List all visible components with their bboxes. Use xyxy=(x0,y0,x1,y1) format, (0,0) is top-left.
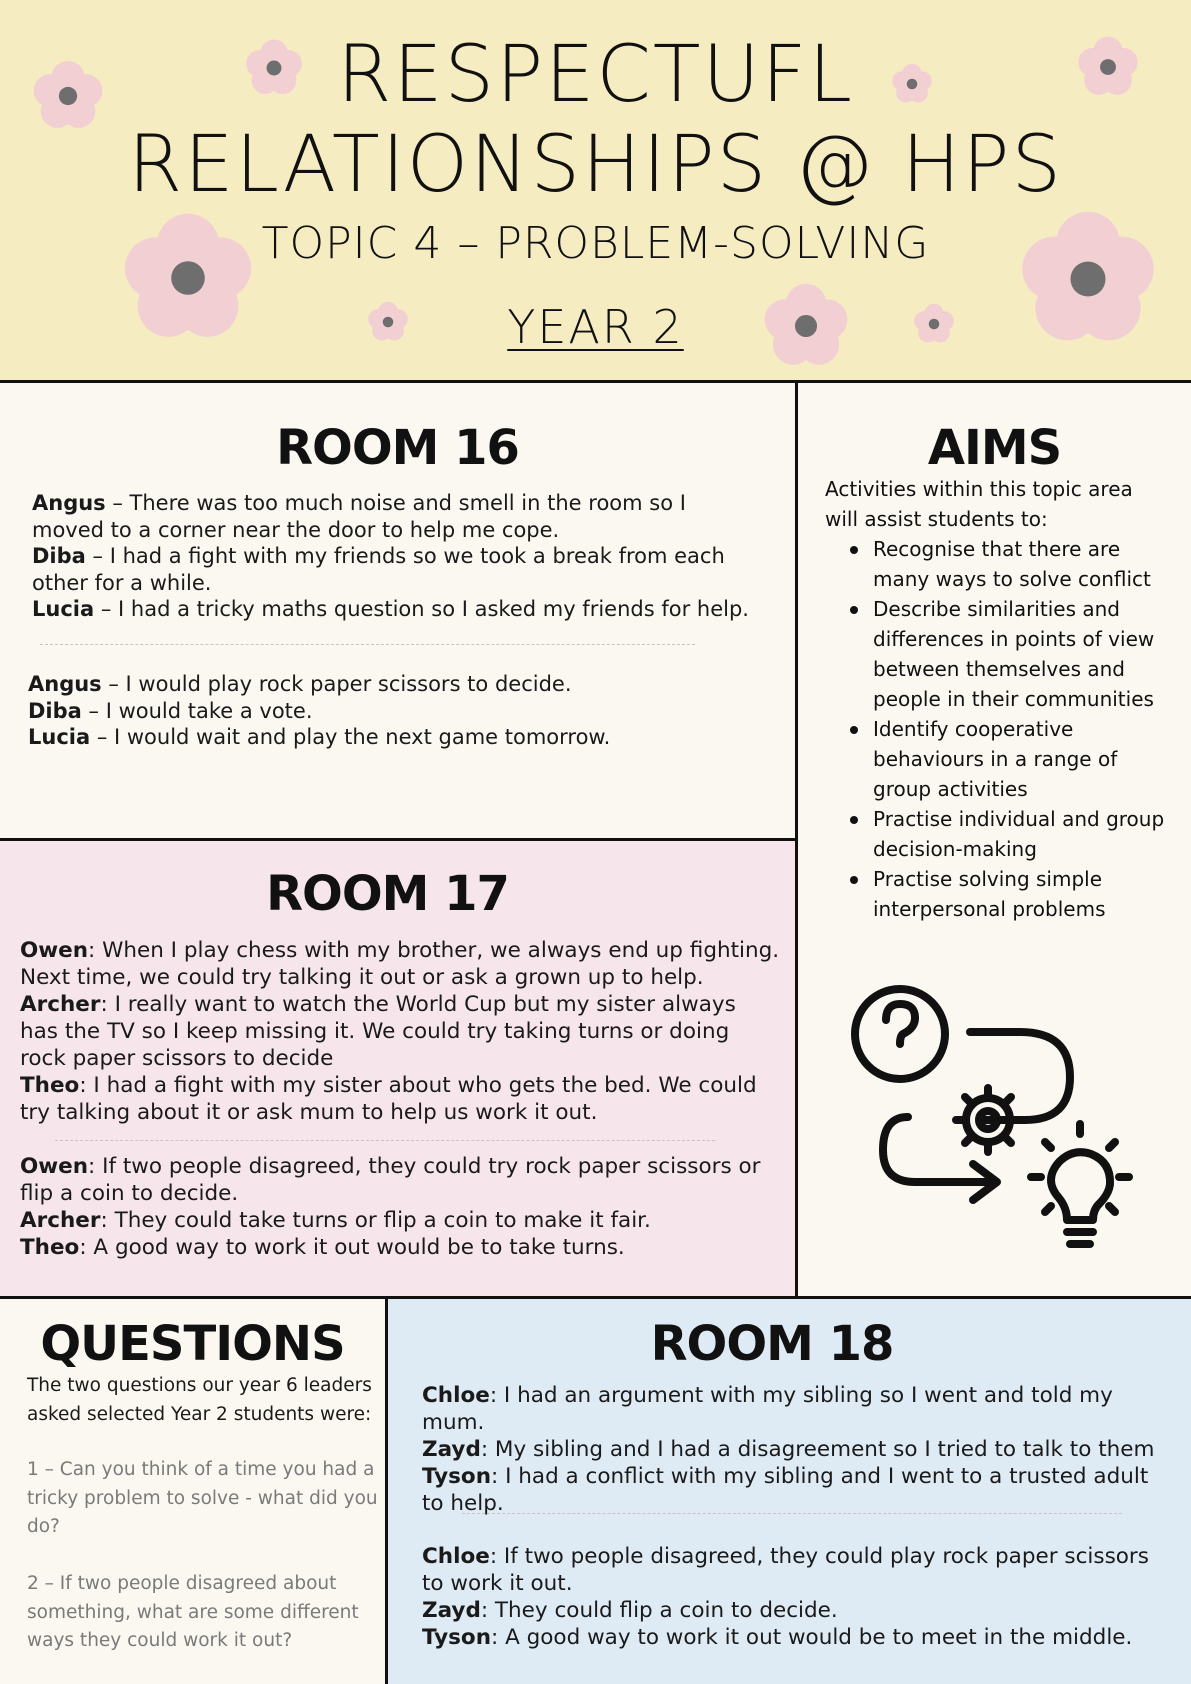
separator: – xyxy=(101,672,126,696)
student-response: I had a fight with my sister about who gets the bed. We could try talking about it or ask mum to help us work it out. xyxy=(20,1073,757,1125)
student-response: A good way to work it out would be to meet in the middle. xyxy=(505,1625,1133,1650)
aims-item: Practise solving simple interpersonal problems xyxy=(825,864,1165,924)
student-name: Archer xyxy=(20,992,101,1017)
entry xyxy=(422,1463,1170,1517)
separator: : xyxy=(491,1625,506,1650)
student-response: I had a tricky maths question so I asked my friends for help. xyxy=(118,597,749,621)
aims-item: Practise individual and group decision-making xyxy=(825,804,1165,864)
student-name: Owen xyxy=(20,1154,89,1179)
divider xyxy=(0,1296,1191,1299)
student-name: Angus xyxy=(32,491,106,515)
entry xyxy=(20,1234,780,1261)
student-response: If two people disagreed, they could play rock paper scissors to work it out. xyxy=(422,1544,1149,1596)
aims-intro: Activities within this topic area will assist students to: xyxy=(825,477,1133,531)
student-response: I really want to watch the World Cup but my sister always has the TV so I keep missing it. We could try taking turns or doing rock paper scissors to decide xyxy=(20,992,736,1071)
student-name: Chloe xyxy=(422,1544,490,1569)
separator: : xyxy=(491,1464,506,1489)
separator: – xyxy=(105,491,130,515)
dashed-separator xyxy=(40,644,695,645)
student-response: I would take a vote. xyxy=(105,698,313,723)
separator: : xyxy=(489,1544,504,1569)
divider xyxy=(0,838,797,841)
separator: : xyxy=(88,1154,103,1179)
entry xyxy=(32,543,752,596)
student-response: A good way to work it out would be to take turns. xyxy=(93,1235,625,1260)
aims-item: Identify cooperative behaviours in a range of group activities xyxy=(825,714,1165,804)
separator: – xyxy=(85,544,110,568)
entry xyxy=(422,1597,1170,1624)
student-response: My sibling and I had a disagreement so I tried to talk to them xyxy=(494,1437,1155,1462)
separator: : xyxy=(480,1598,495,1623)
page-title-line-1: RESPECTUFL xyxy=(337,30,854,120)
room17-heading: ROOM 17 xyxy=(266,866,509,922)
room16-part2 xyxy=(28,671,748,751)
aims-list xyxy=(825,534,1165,924)
separator: – xyxy=(94,597,119,621)
student-response: I had a fight with my friends so we took a break from each other for a while. xyxy=(32,544,725,595)
separator: : xyxy=(79,1073,94,1098)
student-name: Archer xyxy=(20,1208,101,1233)
student-name: Owen xyxy=(20,938,89,963)
entry xyxy=(20,1153,780,1207)
student-name: Lucia xyxy=(28,725,91,749)
student-response: I had a conflict with my sibling and I went to a trusted adult to help. xyxy=(422,1464,1149,1516)
question-1: 1 – Can you think of a time you had a tricky problem to solve - what did you do? xyxy=(27,1459,378,1537)
student-name: Theo xyxy=(20,1235,80,1260)
separator: : xyxy=(489,1383,504,1408)
room16-heading: ROOM 16 xyxy=(276,420,519,476)
student-name: Diba xyxy=(32,544,86,568)
entry xyxy=(28,724,748,751)
page-title-line-2: RELATIONSHIPS @ HPS xyxy=(128,120,1063,210)
room17-part1 xyxy=(20,937,780,1126)
entry xyxy=(28,671,748,698)
problem-solving-icon xyxy=(845,982,1135,1264)
student-name: Angus xyxy=(28,672,102,696)
student-response: They could take turns or flip a coin to make it fair. xyxy=(114,1208,651,1233)
student-response: I would wait and play the next game tomorrow. xyxy=(114,725,611,749)
student-name: Theo xyxy=(20,1073,80,1098)
student-response: If two people disagreed, they could try rock paper scissors or flip a coin to decide. xyxy=(20,1154,761,1206)
room18-part1 xyxy=(422,1382,1170,1517)
entry xyxy=(20,937,780,991)
student-name: Chloe xyxy=(422,1383,490,1408)
questions-heading: QUESTIONS xyxy=(40,1316,345,1372)
aims-heading: AIMS xyxy=(927,420,1062,476)
room18-heading: ROOM 18 xyxy=(650,1316,894,1372)
separator: : xyxy=(100,1208,115,1233)
separator: – xyxy=(90,725,115,749)
separator: – xyxy=(81,698,106,723)
dashed-separator xyxy=(55,1140,715,1141)
room17-part2 xyxy=(20,1153,780,1261)
student-name: Tyson xyxy=(422,1625,492,1650)
separator: : xyxy=(88,938,103,963)
entry xyxy=(32,490,752,543)
student-response: I had an argument with my sibling so I went and told my mum. xyxy=(422,1383,1113,1435)
entry xyxy=(28,698,748,725)
year-label-wrap xyxy=(0,300,1191,354)
topic-subtitle: TOPIC 4 – PROBLEM-SOLVING xyxy=(261,218,930,269)
question-2: 2 – If two people disagreed about something, what are some different ways they could work it out? xyxy=(27,1573,359,1651)
student-name: Zayd xyxy=(422,1598,481,1623)
entry xyxy=(20,991,780,1072)
entry xyxy=(20,1207,780,1234)
year-label: YEAR 2 xyxy=(507,300,684,354)
student-name: Zayd xyxy=(422,1437,481,1462)
aims-item: Describe similarities and differences in points of view between themselves and people in their communities xyxy=(825,594,1165,714)
separator: : xyxy=(480,1437,495,1462)
room16-part1 xyxy=(32,490,752,623)
room18-part2 xyxy=(422,1543,1170,1651)
entry xyxy=(422,1624,1170,1651)
student-name: Diba xyxy=(28,698,82,723)
student-name: Tyson xyxy=(422,1464,492,1489)
student-response: I would play rock paper scissors to decide. xyxy=(125,672,572,696)
aims-item: Recognise that there are many ways to solve conflict xyxy=(825,534,1165,594)
entry xyxy=(422,1543,1170,1597)
header-banner xyxy=(0,0,1191,380)
questions-intro: The two questions our year 6 leaders asked selected Year 2 students were: xyxy=(27,1375,372,1425)
entry xyxy=(422,1382,1170,1436)
entry xyxy=(32,596,752,623)
student-response: When I play chess with my brother, we always end up fighting. Next time, we could try talking it out or ask a grown up to help. xyxy=(20,938,780,990)
separator: : xyxy=(100,992,115,1017)
entry xyxy=(422,1436,1170,1463)
student-response: There was too much noise and smell in the room so I moved to a corner near the door to help me cope. xyxy=(32,491,686,542)
student-name: Lucia xyxy=(32,597,95,621)
entry xyxy=(20,1072,780,1126)
divider xyxy=(0,380,1191,383)
student-response: They could flip a coin to decide. xyxy=(494,1598,838,1623)
separator: : xyxy=(79,1235,94,1260)
dashed-separator xyxy=(462,1513,1122,1514)
